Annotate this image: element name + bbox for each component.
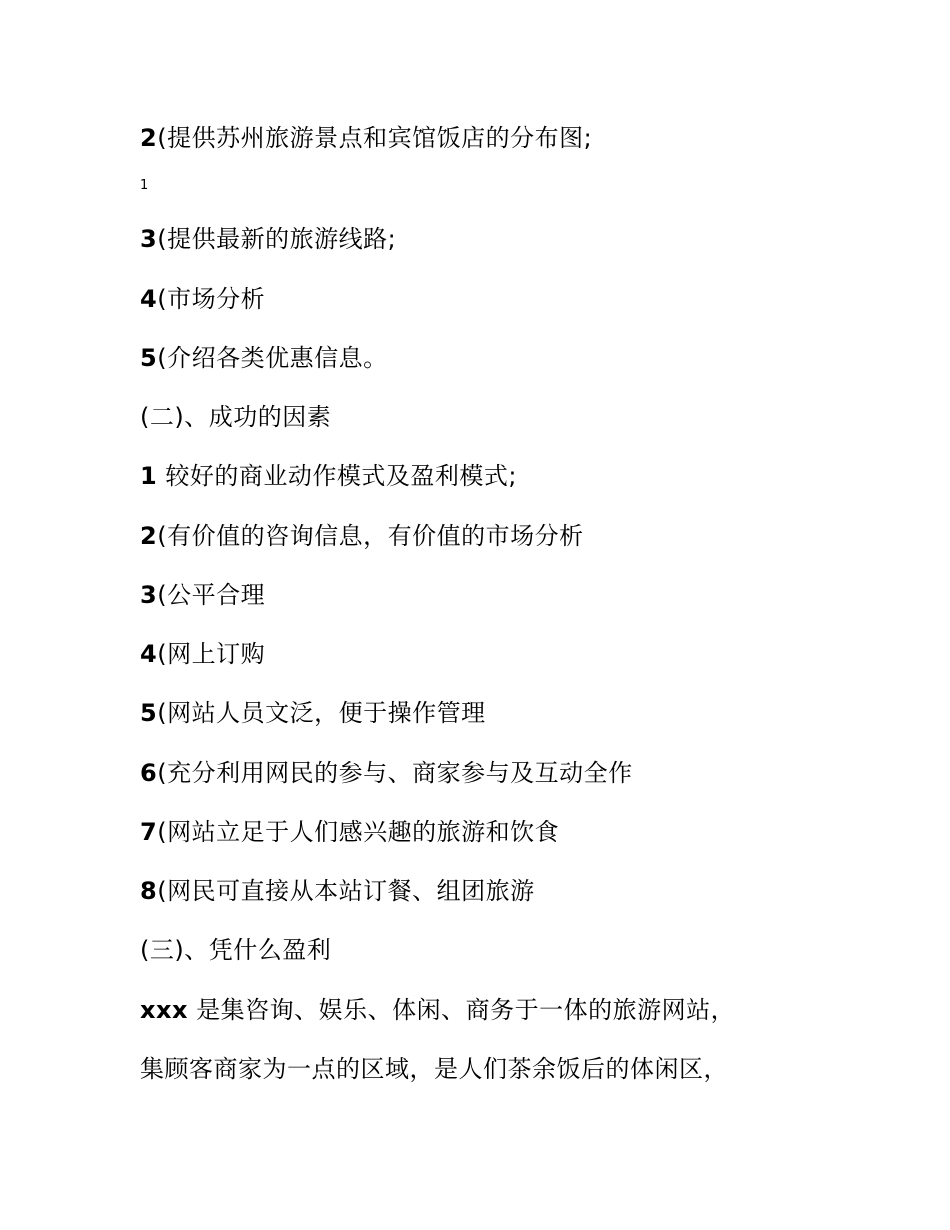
item-text: (公平合理 bbox=[157, 581, 266, 609]
heading-text: (三)、凭什么盈利 bbox=[140, 936, 332, 964]
list-item-8-direct-order bbox=[140, 876, 535, 906]
item-number: 7 bbox=[140, 818, 158, 846]
list-item-7-interests bbox=[140, 817, 559, 847]
list-item-4-market bbox=[140, 284, 265, 314]
paragraph-text: 集顾客商家为一点的区域，是人们茶余饭后的体闲区， bbox=[140, 1055, 728, 1083]
footnote-marker: 1 bbox=[140, 178, 149, 193]
item-text: (网民可直接从本站订餐、组团旅游 bbox=[157, 877, 535, 905]
item-number: 4 bbox=[140, 285, 158, 313]
item-number: 4 bbox=[140, 640, 158, 668]
paragraph-text: 是集咨询、娱乐、体闲、商务于一体的旅游网站， bbox=[187, 996, 736, 1024]
item-text: (提供最新的旅游线路; bbox=[157, 225, 397, 253]
list-item-4-online-order bbox=[140, 639, 265, 669]
item-number: 3 bbox=[140, 225, 158, 253]
item-number: 2 bbox=[140, 522, 158, 550]
list-item-3-routes bbox=[140, 224, 396, 254]
list-item-2-map bbox=[140, 123, 592, 153]
item-text: (网站人员文泛，便于操作管理 bbox=[157, 699, 486, 727]
list-item-3-fair bbox=[140, 580, 265, 610]
item-number: 8 bbox=[140, 877, 158, 905]
item-text: 较好的商业动作模式及盈利模式; bbox=[157, 462, 517, 490]
list-item-2-valuable-info bbox=[140, 521, 584, 551]
list-item-1-business-model bbox=[140, 461, 517, 491]
item-number: 2 bbox=[140, 124, 158, 152]
list-item-5-discounts bbox=[140, 343, 388, 373]
item-number: 5 bbox=[140, 699, 158, 727]
item-number: 1 bbox=[140, 462, 158, 490]
list-item-6-participation bbox=[140, 758, 633, 788]
item-number: 6 bbox=[140, 759, 158, 787]
site-name: xxx bbox=[140, 996, 188, 1024]
paragraph-line-1 bbox=[140, 995, 735, 1025]
item-text: (市场分析 bbox=[157, 285, 266, 313]
item-text: (网站立足于人们感兴趣的旅游和饮食 bbox=[157, 818, 560, 846]
item-text: (网上订购 bbox=[157, 640, 266, 668]
paragraph-line-2 bbox=[140, 1054, 728, 1084]
item-number: 3 bbox=[140, 581, 158, 609]
heading-text: (二)、成功的因素 bbox=[140, 403, 332, 431]
list-item-5-staff bbox=[140, 698, 486, 728]
item-text: (介绍各类优惠信息。 bbox=[157, 344, 388, 372]
item-text: (充分利用网民的参与、商家参与及互动全作 bbox=[157, 759, 633, 787]
item-text: (提供苏州旅游景点和宾馆饭店的分布图; bbox=[157, 124, 593, 152]
section-heading-success-factors bbox=[140, 402, 331, 432]
section-heading-profit bbox=[140, 935, 331, 965]
item-text: (有价值的咨询信息，有价值的市场分析 bbox=[157, 522, 584, 550]
item-number: 5 bbox=[140, 344, 158, 372]
